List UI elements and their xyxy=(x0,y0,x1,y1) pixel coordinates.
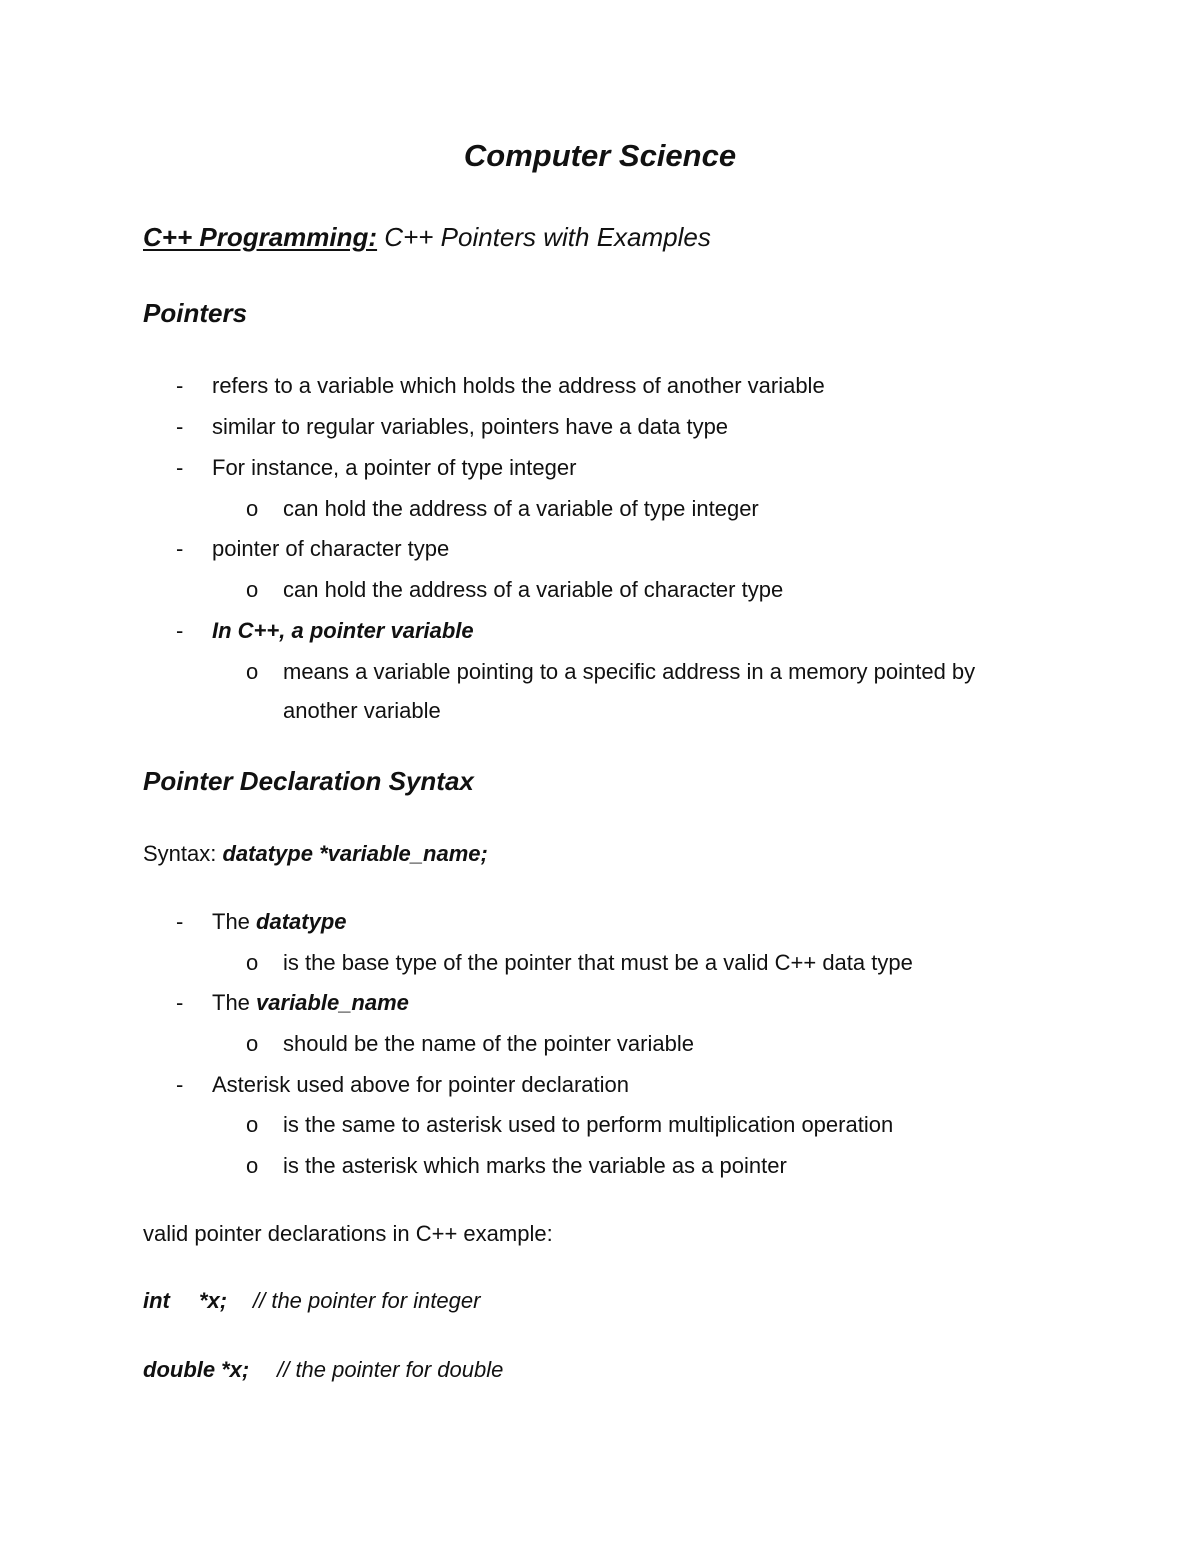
syntax-value: datatype *variable_name; xyxy=(222,841,488,866)
bullet-dash: - xyxy=(176,909,184,934)
code-example-double xyxy=(143,1357,503,1383)
sub-list-item: is the base type of the pointer that must be a valid C++ data type xyxy=(283,950,913,975)
sub-list-item: can hold the address of a variable of character type xyxy=(283,577,784,602)
item-term: variable_name xyxy=(256,990,409,1015)
subtitle-label: C++ Programming: xyxy=(143,222,378,252)
example-intro: valid pointer declarations in C++ example: xyxy=(143,1221,553,1246)
list-item-emphasis: In C++, a pointer variable xyxy=(212,618,474,643)
code-type: int xyxy=(143,1288,170,1313)
syntax-label: Syntax: xyxy=(143,841,223,866)
item-prefix: The xyxy=(212,909,257,934)
code-comment: // the pointer for integer xyxy=(253,1288,481,1313)
bullet-dash: - xyxy=(176,455,184,480)
bullet-circle: o xyxy=(246,1153,259,1178)
list-item: refers to a variable which holds the address of another variable xyxy=(212,373,825,398)
list-item: For instance, a pointer of type integer xyxy=(212,455,577,480)
sub-list-item: means a variable pointing to a specific address in a memory pointed by xyxy=(283,659,976,684)
document-title: Computer Science xyxy=(463,138,737,173)
sub-list-item: can hold the address of a variable of type integer xyxy=(283,496,759,521)
sub-list-item-continuation: another variable xyxy=(283,698,441,723)
bullet-circle: o xyxy=(246,496,259,521)
list-item xyxy=(212,990,409,1016)
bullet-circle: o xyxy=(246,1112,259,1137)
syntax-line xyxy=(143,841,488,867)
item-term: datatype xyxy=(256,909,347,934)
item-prefix: The xyxy=(212,990,257,1015)
list-item xyxy=(212,909,347,935)
list-item: pointer of character type xyxy=(212,536,450,561)
list-item: Asterisk used above for pointer declaration xyxy=(212,1072,630,1097)
bullet-circle: o xyxy=(246,1031,259,1056)
sub-list-item: is the asterisk which marks the variable as a pointer xyxy=(283,1153,787,1178)
code-comment: // the pointer for double xyxy=(277,1357,504,1382)
bullet-circle: o xyxy=(246,577,259,602)
subtitle-text: C++ Pointers with Examples xyxy=(377,222,711,252)
code-variable: *x; xyxy=(199,1288,228,1313)
bullet-dash: - xyxy=(176,618,184,643)
bullet-dash: - xyxy=(176,373,184,398)
code-example-int xyxy=(143,1288,480,1314)
bullet-circle: o xyxy=(246,950,259,975)
bullet-dash: - xyxy=(176,414,184,439)
section-heading-pointers: Pointers xyxy=(143,298,248,328)
list-item: similar to regular variables, pointers have a data type xyxy=(212,414,729,439)
bullet-dash: - xyxy=(176,1072,184,1097)
bullet-dash: - xyxy=(176,990,184,1015)
sub-list-item: is the same to asterisk used to perform multiplication operation xyxy=(283,1112,894,1137)
sub-list-item: should be the name of the pointer variable xyxy=(283,1031,694,1056)
document-subtitle xyxy=(143,222,711,253)
code-type: double xyxy=(143,1357,216,1382)
bullet-circle: o xyxy=(246,659,259,684)
code-variable: *x; xyxy=(221,1357,250,1382)
section-heading-declaration-syntax: Pointer Declaration Syntax xyxy=(143,766,474,796)
bullet-dash: - xyxy=(176,536,184,561)
